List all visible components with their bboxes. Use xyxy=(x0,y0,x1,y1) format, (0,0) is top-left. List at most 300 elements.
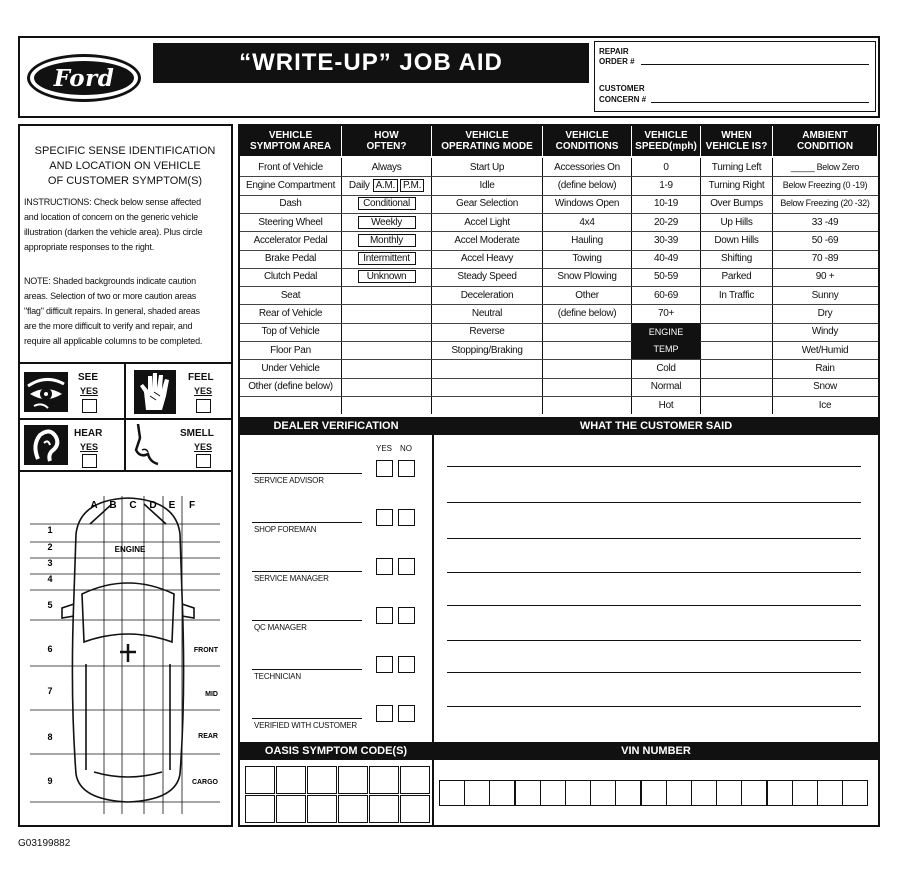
feel-yes-checkbox[interactable] xyxy=(196,399,211,413)
ambient-option-text: Rain xyxy=(815,362,835,374)
figure-code: G03199882 xyxy=(18,838,71,849)
ambient-option-text: Wet/Humid xyxy=(801,344,849,356)
grid-column-label: A xyxy=(90,500,98,511)
how-often-text: Unknown xyxy=(358,270,416,283)
operating-mode-option-text: Neutral xyxy=(471,308,503,320)
hand-icon xyxy=(134,370,176,414)
symptom-area-option-text: Floor Pan xyxy=(270,344,311,356)
signature-line[interactable] xyxy=(252,522,362,523)
ambient-option-text: Windy xyxy=(811,326,839,338)
instructions-text xyxy=(24,195,230,255)
symptom-area-option-text: Rear of Vehicle xyxy=(258,308,323,320)
symptom-area-option-text: Seat xyxy=(280,289,301,301)
symptom-area-option-text: Under Vehicle xyxy=(261,362,320,374)
grid-row-label: 5 xyxy=(47,600,53,610)
symptom-area-option-text: Other (define below) xyxy=(248,381,333,393)
engine-temp-option-text: Cold xyxy=(656,362,676,374)
how-often-option[interactable] xyxy=(342,213,431,231)
smell-label: SMELL xyxy=(180,428,214,439)
column-header xyxy=(701,126,772,156)
operating-mode-option-text: Idle xyxy=(479,179,495,191)
condition-option[interactable] xyxy=(543,213,631,231)
engine-temp-option-text: Normal xyxy=(650,381,682,393)
oasis-code-box[interactable] xyxy=(369,795,399,823)
operating-mode-option-text: Accel Moderate xyxy=(454,234,520,246)
when-vehicle-option[interactable] xyxy=(701,195,772,213)
note-line: NOTE: Shaded backgrounds indicate caution xyxy=(24,276,196,286)
when-vehicle-option-text: Up Hills xyxy=(720,216,753,228)
dealer-role-label: VERIFIED WITH CUSTOMER xyxy=(254,721,358,730)
signature-line[interactable] xyxy=(252,571,362,572)
condition-option[interactable] xyxy=(543,268,631,286)
condition-option-text: Snow Plowing xyxy=(557,271,617,283)
concern-label: CONCERN # xyxy=(599,95,647,104)
condition-option-text: (define below) xyxy=(557,308,617,320)
grid-row-label: 9 xyxy=(47,776,53,786)
oasis-code-box[interactable] xyxy=(276,766,306,794)
how-often-text: Weekly xyxy=(358,216,416,229)
verify-yes-checkbox[interactable] xyxy=(376,656,393,673)
ear-icon xyxy=(24,425,68,465)
cargo-label: CARGO xyxy=(191,779,218,786)
condition-option[interactable] xyxy=(543,250,631,268)
daily-text: Daily xyxy=(348,179,370,191)
logo-text: Ford xyxy=(53,64,115,92)
when-vehicle-option[interactable] xyxy=(701,213,772,231)
condition-option-text: Accessories On xyxy=(554,161,620,173)
note-line: "flag" difficult repairs. In general, shaded areas xyxy=(24,306,200,316)
smell-yes-label: YES xyxy=(194,442,213,452)
vin-digit-box[interactable] xyxy=(767,780,793,806)
speed-option[interactable] xyxy=(632,250,700,268)
dealer-role-label: QC MANAGER xyxy=(254,623,307,632)
how-often-option[interactable] xyxy=(342,268,431,286)
see-yes-label: YES xyxy=(80,386,99,396)
how-often-text: Monthly xyxy=(358,234,416,247)
eye-icon xyxy=(24,372,68,412)
operating-mode-option-text: Reverse xyxy=(469,326,505,338)
operating-mode-option-text: Stopping/Braking xyxy=(451,344,523,356)
divider xyxy=(18,470,233,472)
ambient-option[interactable] xyxy=(773,378,877,396)
speed-option[interactable] xyxy=(632,195,700,213)
condition-option[interactable] xyxy=(543,304,631,322)
ambient-option-text: 50 -69 xyxy=(811,234,839,246)
when-vehicle-option[interactable] xyxy=(701,176,772,194)
condition-option[interactable] xyxy=(543,195,631,213)
signature-line[interactable] xyxy=(252,669,362,670)
condition-option-text: Windows Open xyxy=(554,198,620,210)
grid-row-label: 3 xyxy=(47,558,53,568)
when-vehicle-option[interactable] xyxy=(701,250,772,268)
vin-digit-box[interactable] xyxy=(666,780,692,806)
header-line: OPERATING MODE xyxy=(441,141,533,152)
symptom-area-option[interactable] xyxy=(240,176,341,194)
page-title: “WRITE-UP” JOB AID xyxy=(153,43,589,83)
ambient-option[interactable] xyxy=(773,304,877,322)
when-vehicle-option-text: Over Bumps xyxy=(710,198,763,210)
condition-option[interactable] xyxy=(543,286,631,304)
column-header xyxy=(543,126,631,156)
ambient-option[interactable] xyxy=(773,213,877,231)
engine-temp-option[interactable] xyxy=(632,396,700,414)
operating-mode-option[interactable] xyxy=(432,286,542,304)
verify-yes-checkbox[interactable] xyxy=(376,705,393,722)
instr-line: and location of concern on the generic vehicle xyxy=(24,212,198,222)
symptom-area-option[interactable] xyxy=(240,213,341,231)
oasis-code-box[interactable] xyxy=(338,795,368,823)
speed-option[interactable] xyxy=(632,231,700,249)
verify-yes-checkbox[interactable] xyxy=(376,509,393,526)
speed-option[interactable] xyxy=(632,268,700,286)
rear-label: REAR xyxy=(198,733,218,740)
vin-digit-box[interactable] xyxy=(741,780,767,806)
symptom-area-option[interactable] xyxy=(240,231,341,249)
divider xyxy=(124,362,126,470)
speed-option-text: 1-9 xyxy=(659,179,673,191)
condition-option[interactable] xyxy=(543,158,631,176)
ambient-option-text: 90 + xyxy=(815,271,835,283)
signature-line[interactable] xyxy=(252,718,362,719)
speed-option-text: 60-69 xyxy=(653,289,679,301)
verify-no-checkbox[interactable] xyxy=(398,656,415,673)
header-line: VEHICLE xyxy=(465,130,509,141)
speed-option-text: 50-59 xyxy=(653,271,679,283)
heading-line: AND LOCATION ON VEHICLE xyxy=(49,160,201,172)
when-vehicle-option[interactable] xyxy=(701,286,772,304)
header-line: VEHICLE xyxy=(644,130,688,141)
verify-no-checkbox[interactable] xyxy=(398,705,415,722)
speed-option[interactable] xyxy=(632,213,700,231)
verify-yes-checkbox[interactable] xyxy=(376,558,393,575)
oasis-code-box[interactable] xyxy=(338,766,368,794)
symptom-area-option[interactable] xyxy=(240,378,341,396)
repair-label: REPAIR xyxy=(599,47,629,56)
see-yes-checkbox[interactable] xyxy=(82,399,97,413)
vin-digit-box[interactable] xyxy=(540,780,566,806)
vin-digit-box[interactable] xyxy=(641,780,667,806)
oasis-code-box[interactable] xyxy=(307,795,337,823)
yes-col-label: YES xyxy=(376,444,393,453)
symptom-area-option[interactable] xyxy=(240,359,341,377)
operating-mode-option[interactable] xyxy=(432,231,542,249)
customer-said-line[interactable] xyxy=(447,572,861,573)
dealer-role-label: SERVICE MANAGER xyxy=(254,574,329,583)
operating-mode-option[interactable] xyxy=(432,176,542,194)
how-often-option[interactable] xyxy=(342,195,431,213)
hear-label: HEAR xyxy=(74,428,103,439)
heading-line: SPECIFIC SENSE IDENTIFICATION xyxy=(34,145,216,157)
ambient-option[interactable] xyxy=(773,176,877,194)
engine-label: ENGINE xyxy=(114,545,146,554)
when-vehicle-option-text: Turning Right xyxy=(708,179,765,191)
symptom-area-option-text: Dash xyxy=(279,198,302,210)
header-line: VEHICLE xyxy=(565,130,609,141)
grid-column-label: E xyxy=(168,500,176,511)
column-header xyxy=(632,126,700,156)
vin-digit-box[interactable] xyxy=(489,780,515,806)
customer-said-line[interactable] xyxy=(447,502,861,503)
oasis-code-box[interactable] xyxy=(400,795,430,823)
customer-said-line[interactable] xyxy=(447,466,861,467)
speed-option[interactable] xyxy=(632,286,700,304)
grid-column-label: D xyxy=(149,500,157,511)
dealer-role-label: SHOP FOREMAN xyxy=(254,525,317,534)
condition-option-text: (define below) xyxy=(557,179,617,191)
when-vehicle-option[interactable] xyxy=(701,158,772,176)
ambient-option-text: 70 -89 xyxy=(811,253,839,265)
speed-option-text: 30-39 xyxy=(653,234,679,246)
condition-option-text: Hauling xyxy=(571,234,603,246)
operating-mode-option[interactable] xyxy=(432,323,542,341)
symptom-area-option-text: Top of Vehicle xyxy=(261,326,320,338)
operating-mode-option[interactable] xyxy=(432,304,542,322)
verify-no-checkbox[interactable] xyxy=(398,460,415,477)
ford-logo xyxy=(27,54,141,102)
symptom-area-option[interactable] xyxy=(240,268,341,286)
symptom-area-option-text: Accelerator Pedal xyxy=(253,234,328,246)
grid-column-label: B xyxy=(109,500,117,511)
vehicle-location-diagram[interactable] xyxy=(20,474,232,826)
instr-line: INSTRUCTIONS: Check below sense affected xyxy=(24,197,201,207)
hear-yes-checkbox[interactable] xyxy=(82,454,97,468)
feel-label: FEEL xyxy=(188,372,214,383)
vin-digit-box[interactable] xyxy=(817,780,843,806)
how-often-option-text: Always xyxy=(371,161,402,173)
ambient-option-text: Snow xyxy=(813,381,837,393)
symptom-area-option[interactable] xyxy=(240,158,341,176)
feel-yes-label: YES xyxy=(194,386,213,396)
oasis-code-box[interactable] xyxy=(245,766,275,794)
customer-said-line[interactable] xyxy=(447,706,861,707)
heading-line: OF CUSTOMER SYMPTOM(S) xyxy=(47,175,203,187)
vin-digit-box[interactable] xyxy=(792,780,818,806)
header-line: AMBIENT xyxy=(802,130,848,141)
column-header xyxy=(342,126,431,156)
operating-mode-option[interactable] xyxy=(432,213,542,231)
oasis-code-box[interactable] xyxy=(369,766,399,794)
column-header xyxy=(773,126,877,156)
symptom-area-option[interactable] xyxy=(240,304,341,322)
vin-digit-box[interactable] xyxy=(565,780,591,806)
note-text xyxy=(24,274,230,349)
operating-mode-option[interactable] xyxy=(432,195,542,213)
customer-label: CUSTOMER xyxy=(599,84,645,93)
vin-digit-box[interactable] xyxy=(691,780,717,806)
symptom-area-option[interactable] xyxy=(240,250,341,268)
engine-temp-line: ENGINE xyxy=(648,326,684,337)
customer-said-line[interactable] xyxy=(447,605,861,606)
repair-order-box xyxy=(594,41,876,112)
operating-mode-option[interactable] xyxy=(432,268,542,286)
customer-said-line[interactable] xyxy=(447,672,861,673)
speed-option[interactable] xyxy=(632,176,700,194)
speed-option-text: 70+ xyxy=(657,308,675,320)
hear-yes-label: YES xyxy=(80,442,99,452)
ambient-option[interactable] xyxy=(773,323,877,341)
grid-row-label: 7 xyxy=(47,686,53,696)
grid-row-label: 4 xyxy=(47,574,53,584)
how-often-option[interactable] xyxy=(342,231,431,249)
operating-mode-option-text: Deceleration xyxy=(460,289,514,301)
ambient-option[interactable] xyxy=(773,158,877,176)
header-line: CONDITIONS xyxy=(555,141,619,152)
customer-said-line[interactable] xyxy=(447,640,861,641)
speed-option-text: 0 xyxy=(663,161,669,173)
operating-mode-option-text: Steady Speed xyxy=(457,271,517,283)
how-often-text: Intermittent xyxy=(358,252,416,265)
column-header xyxy=(432,126,542,156)
speed-option[interactable] xyxy=(632,158,700,176)
signature-line[interactable] xyxy=(252,620,362,621)
when-vehicle-option-text: In Traffic xyxy=(718,289,755,301)
vin-digit-box[interactable] xyxy=(842,780,868,806)
mid-label: MID xyxy=(205,691,218,698)
header-line: WHEN xyxy=(721,130,752,141)
vin-digit-box[interactable] xyxy=(515,780,541,806)
order-label: ORDER # xyxy=(599,57,635,66)
when-vehicle-option[interactable] xyxy=(701,231,772,249)
operating-mode-option-text: Accel Light xyxy=(464,216,510,228)
symptom-area-option[interactable] xyxy=(240,341,341,359)
header-line: OFTEN? xyxy=(366,141,407,152)
condition-option[interactable] xyxy=(543,176,631,194)
am-option[interactable]: A.M. xyxy=(373,179,398,192)
pm-option[interactable]: P.M. xyxy=(400,179,424,192)
sense-heading xyxy=(20,144,230,189)
engine-temp-line: TEMP xyxy=(653,343,679,354)
customer-said-line[interactable] xyxy=(447,538,861,539)
ambient-option[interactable] xyxy=(773,195,877,213)
verify-no-checkbox[interactable] xyxy=(398,607,415,624)
instr-line: illustration (darken the vehicle area). Plus circle xyxy=(24,227,203,237)
symptom-area-option-text: Clutch Pedal xyxy=(263,271,318,283)
operating-mode-option-text: Gear Selection xyxy=(456,198,518,210)
ambient-option[interactable] xyxy=(773,286,877,304)
note-line: require all applicable columns to be completed. xyxy=(24,336,203,346)
engine-temp-option[interactable] xyxy=(632,359,700,377)
smell-yes-checkbox[interactable] xyxy=(196,454,211,468)
header-line: VEHICLE xyxy=(268,130,313,141)
header-line: HOW xyxy=(374,130,399,141)
header-line: SPEED(mph) xyxy=(635,141,697,152)
symptom-area-option-text: Brake Pedal xyxy=(264,253,317,265)
ambient-option[interactable] xyxy=(773,359,877,377)
grid-row-label: 6 xyxy=(47,644,53,654)
oasis-code-box[interactable] xyxy=(307,766,337,794)
operating-mode-option[interactable] xyxy=(432,341,542,359)
customer-concern-field[interactable] xyxy=(651,102,869,103)
ambient-option-text: Below Freezing (0 -19) xyxy=(782,179,868,190)
verify-yes-checkbox[interactable] xyxy=(376,607,393,624)
grid-row-label: 2 xyxy=(47,542,53,552)
when-vehicle-option[interactable] xyxy=(701,268,772,286)
ambient-option[interactable] xyxy=(773,341,877,359)
oasis-code-box[interactable] xyxy=(245,795,275,823)
how-often-text: Conditional xyxy=(358,197,416,210)
condition-option-text: Towing xyxy=(572,253,602,265)
speed-option[interactable] xyxy=(632,304,700,322)
dealer-verification-title: DEALER VERIFICATION xyxy=(240,417,432,435)
ambient-option[interactable] xyxy=(773,396,877,414)
symptom-area-option[interactable] xyxy=(240,195,341,213)
note-line: areas. Selection of two or more caution areas xyxy=(24,291,197,301)
dealer-role-label: SERVICE ADVISOR xyxy=(254,476,324,485)
grid-column-label: C xyxy=(129,500,137,511)
speed-option-text: 20-29 xyxy=(653,216,679,228)
symptom-area-option-text: Steering Wheel xyxy=(258,216,323,228)
header-line: CONDITION xyxy=(796,141,854,152)
oasis-title: OASIS SYMPTOM CODE(S) xyxy=(240,742,432,760)
grid-row-label: 1 xyxy=(47,525,53,535)
when-vehicle-option-text: Shifting xyxy=(721,253,752,265)
header-line: SYMPTOM AREA xyxy=(249,141,332,152)
repair-order-field[interactable] xyxy=(641,64,869,65)
header-line: VEHICLE IS? xyxy=(705,141,768,152)
how-often-daily[interactable] xyxy=(342,176,431,194)
ambient-option-text: Sunny xyxy=(811,289,839,301)
dealer-role-label: TECHNICIAN xyxy=(254,672,301,681)
operating-mode-option[interactable] xyxy=(432,158,542,176)
verify-no-checkbox[interactable] xyxy=(398,509,415,526)
condition-option[interactable] xyxy=(543,231,631,249)
oasis-code-box[interactable] xyxy=(400,766,430,794)
condition-option-text: 4x4 xyxy=(579,216,595,228)
speed-option-text: 40-49 xyxy=(653,253,679,265)
verify-no-checkbox[interactable] xyxy=(398,558,415,575)
speed-option-text: 10-19 xyxy=(653,198,679,210)
vin-digit-box[interactable] xyxy=(590,780,616,806)
vin-digit-box[interactable] xyxy=(615,780,641,806)
column-header xyxy=(240,126,341,156)
grid-column-label: F xyxy=(188,500,196,511)
condition-option-text: Other xyxy=(575,289,599,301)
ambient-option[interactable] xyxy=(773,268,877,286)
note-line: are the more difficult to verify and repair, and xyxy=(24,321,193,331)
symptom-area-option[interactable] xyxy=(240,286,341,304)
customer-said-title: WHAT THE CUSTOMER SAID xyxy=(434,417,878,435)
front-label: FRONT xyxy=(193,647,218,654)
ambient-option-text: Below Freezing (20 -32) xyxy=(780,198,870,209)
symptom-area-option[interactable] xyxy=(240,323,341,341)
engine-temp-option[interactable] xyxy=(632,378,700,396)
ambient-option[interactable] xyxy=(773,231,877,249)
ambient-option-text: Dry xyxy=(817,308,833,320)
signature-line[interactable] xyxy=(252,473,362,474)
vin-digit-box[interactable] xyxy=(464,780,490,806)
when-vehicle-option-text: Down Hills xyxy=(714,234,759,246)
vin-digit-box[interactable] xyxy=(716,780,742,806)
ambient-option-text: 33 -49 xyxy=(811,216,839,228)
operating-mode-option-text: Accel Heavy xyxy=(460,253,514,265)
vin-digit-box[interactable] xyxy=(439,780,465,806)
divider xyxy=(432,417,434,825)
operating-mode-option-text: Start Up xyxy=(469,161,505,173)
engine-temp-option-text: Hot xyxy=(658,399,674,411)
symptom-area-option-text: Engine Compartment xyxy=(245,179,336,191)
how-often-option[interactable] xyxy=(342,158,431,176)
verify-yes-checkbox[interactable] xyxy=(376,460,393,477)
no-col-label: NO xyxy=(400,444,412,453)
operating-mode-option[interactable] xyxy=(432,250,542,268)
oasis-code-box[interactable] xyxy=(276,795,306,823)
ambient-option-text: Ice xyxy=(818,399,832,411)
ambient-option[interactable] xyxy=(773,250,877,268)
ambient-option-text: _____ Below Zero xyxy=(790,161,860,172)
instr-line: appropriate responses to the right. xyxy=(24,242,155,252)
vin-title: VIN NUMBER xyxy=(434,742,878,760)
how-often-option[interactable] xyxy=(342,250,431,268)
